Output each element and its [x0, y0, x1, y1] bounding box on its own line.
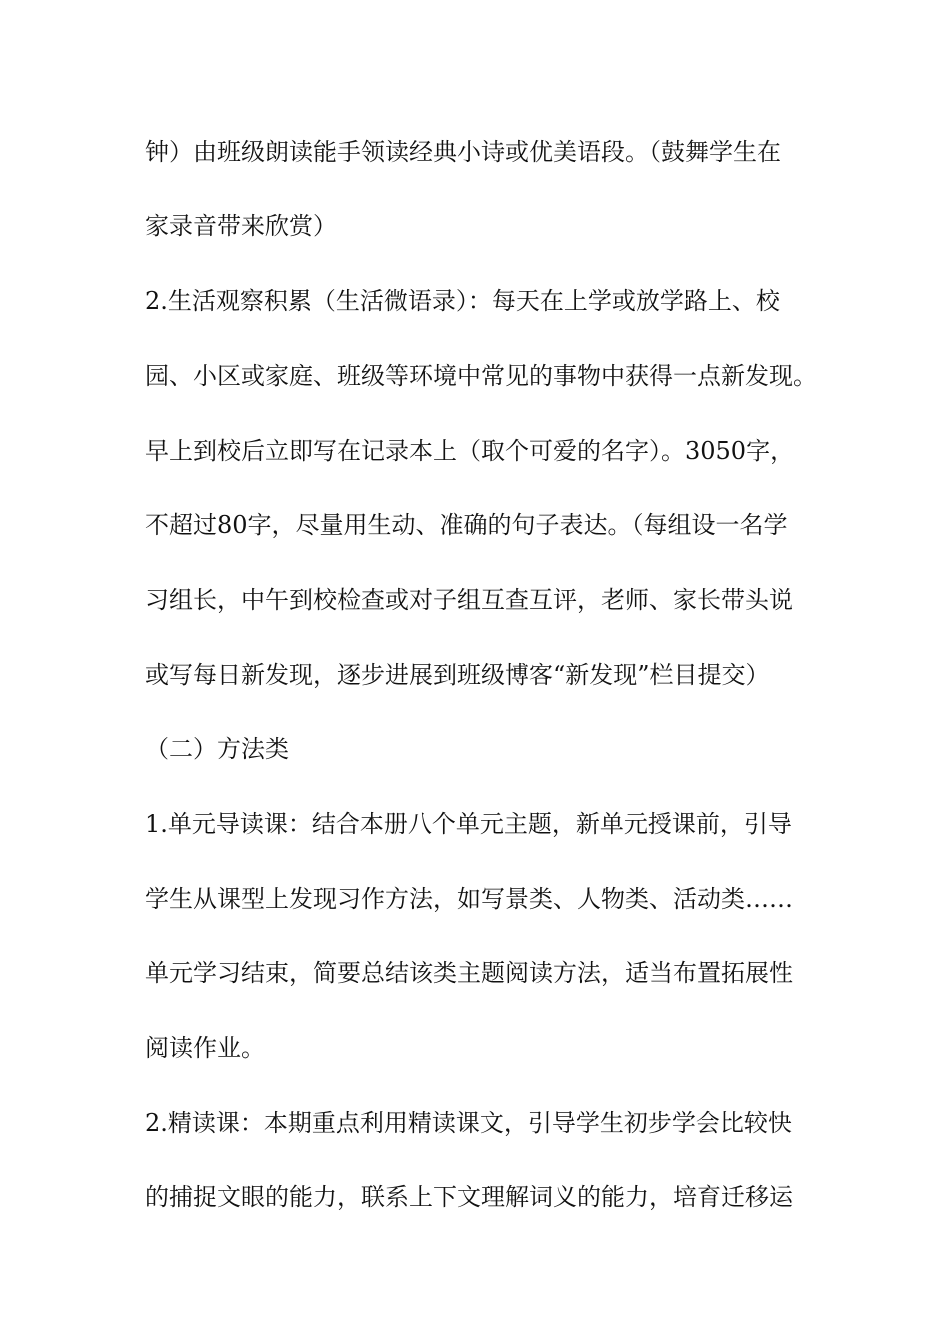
- text-line: 学生从课型上发现习作方法，如写景类、人物类、活动类……: [145, 885, 793, 913]
- text-line: 2.生活观察积累（生活微语录）：每天在上学或放学路上、校: [145, 287, 780, 315]
- text-line: 1.单元导读课：结合本册八个单元主题，新单元授课前，引导: [145, 810, 792, 838]
- text-line: 习组长，中午到校检查或对子组互查互评，老师、家长带头说: [145, 586, 793, 614]
- text-line: 早上到校后立即写在记录本上（取个可爱的名字）。3050字，: [145, 437, 795, 465]
- text-line: 园、小区或家庭、班级等环境中常见的事物中获得一点新发现。: [145, 362, 817, 390]
- text-line: 阅读作业。: [145, 1034, 265, 1062]
- text-line: 的捕捉文眼的能力，联系上下文理解词义的能力，培育迁移运: [145, 1183, 793, 1211]
- section-heading: （二）方法类: [145, 735, 289, 763]
- text-line: 钟）由班级朗读能手领读经典小诗或优美语段。（鼓舞学生在: [145, 138, 781, 166]
- text-line: 2.精读课：本期重点利用精读课文，引导学生初步学会比较快: [145, 1109, 792, 1137]
- text-line: 不超过80字，尽量用生动、准确的句子表达。（每组设一名学: [145, 511, 788, 539]
- text-line: 或写每日新发现，逐步进展到班级博客“新发现”栏目提交）: [145, 661, 770, 689]
- text-line: 家录音带来欣赏）: [145, 212, 337, 240]
- text-line: 单元学习结束，简要总结该类主题阅读方法，适当布置拓展性: [145, 959, 793, 987]
